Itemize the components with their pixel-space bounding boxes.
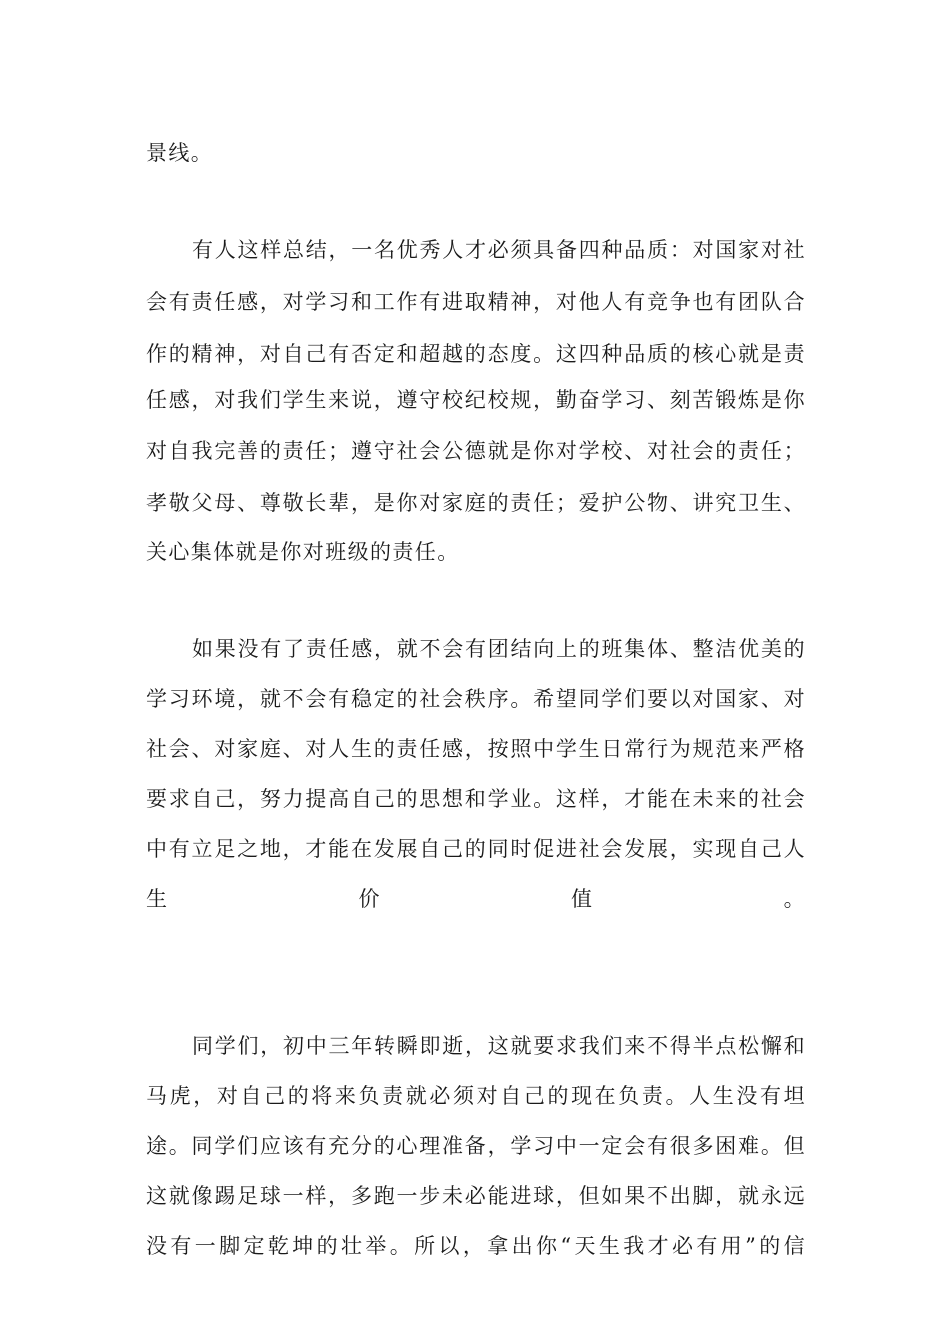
- paragraph-line: 如果没有了责任感，就不会有团结向上的班集体、整洁优美的: [192, 637, 806, 661]
- paragraph-line: 有人这样总结，一名优秀人才必须具备四种品质：对国家对社: [192, 238, 806, 262]
- paragraph-line: 任感，对我们学生来说，遵守校纪校规，勤奋学习、刻苦锻炼是你: [146, 388, 806, 412]
- paragraph-line: 生价值。: [146, 887, 806, 911]
- paragraph-line: 要求自己，努力提高自己的思想和学业。这样，才能在未来的社会: [146, 787, 806, 811]
- paragraph-line: 孝敬父母、尊敬长辈，是你对家庭的责任；爱护公物、讲究卫生、: [146, 491, 806, 515]
- paragraph-line: 作的精神，对自己有否定和超越的态度。这四种品质的核心就是责: [146, 342, 806, 366]
- paragraph-line: 同学们，初中三年转瞬即逝，这就要求我们来不得半点松懈和: [192, 1034, 806, 1058]
- paragraph-line: 这就像踢足球一样，多跑一步未必能进球，但如果不出脚，就永远: [146, 1184, 806, 1208]
- paragraph-line: 途。同学们应该有充分的心理准备，学习中一定会有很多困难。但: [146, 1134, 806, 1158]
- paragraph-line: [146, 933, 806, 963]
- paragraph-line: 会有责任感，对学习和工作有进取精神，对他人有竞争也有团队合: [146, 290, 806, 314]
- paragraph-line: 学习环境，就不会有稳定的社会秩序。希望同学们要以对国家、对: [146, 687, 806, 711]
- paragraph-line: 社会、对家庭、对人生的责任感，按照中学生日常行为规范来严格: [146, 737, 806, 761]
- paragraph-line: 关心集体就是你对班级的责任。: [146, 540, 460, 564]
- paragraph-line: 对自我完善的责任；遵守社会公德就是你对学校、对社会的责任；: [146, 439, 806, 463]
- paragraph-line: 马虎，对自己的将来负责就必须对自己的现在负责。人生没有坦: [146, 1084, 806, 1108]
- paragraph-line: 没有一脚定乾坤的壮举。所以，拿出你“天生我才必有用”的信: [146, 1234, 806, 1258]
- paragraph-line: 中有立足之地，才能在发展自己的同时促进社会发展，实现自己人: [146, 837, 806, 861]
- paragraph-line: 景线。: [146, 141, 214, 165]
